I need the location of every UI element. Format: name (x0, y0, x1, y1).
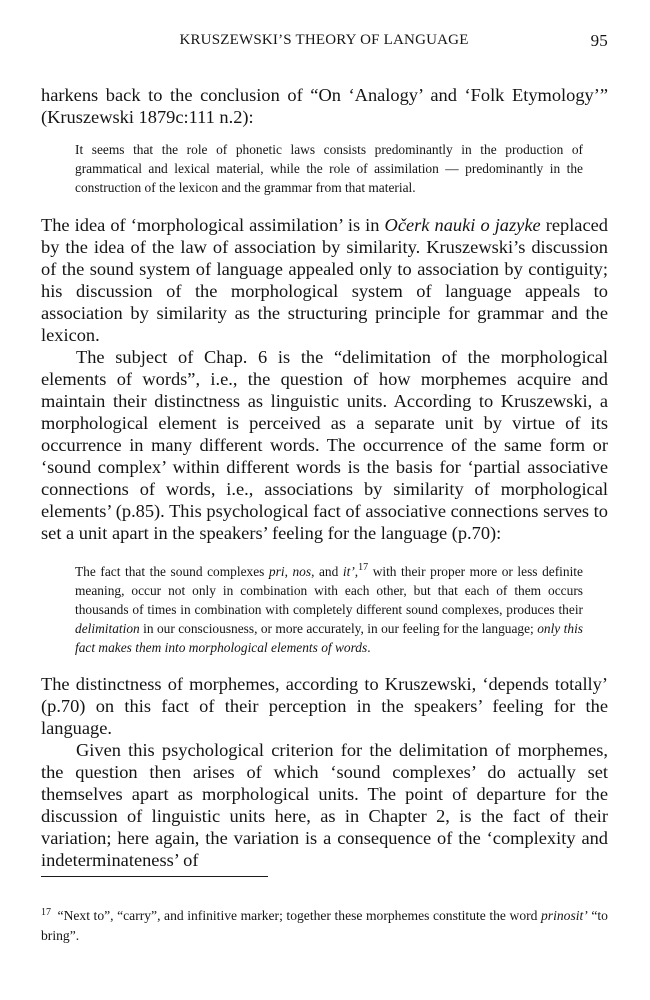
footnote-rule (41, 876, 268, 877)
paragraph-2: The idea of ‘morphological assimilation’ is in Očerk nauki o jazyke replaced by the idea of the law of association by similarity. Kruszewski’s discussion of the sound system of language appealed only to association by contiguity; his discussion of the morphological system of language appeals to association by similarity as the structuring principle for grammar and the lexicon. (41, 215, 608, 345)
main-text (41, 84, 608, 871)
block-quote-1: It seems that the role of phonetic laws consists predominantly in the production of grammatical and lexical material, while the role of assimilation — predominantly in the construction of the lexicon and the grammar from that material. (75, 142, 583, 195)
book-title: Očerk nauki o jazyke (384, 215, 541, 235)
block-quote-2: The fact that the sound complexes pri, nos, and it’,$^{17}$ with their proper more or less definite meaning, occur not only in combination with each other, but that each of them occurs thousands of times in combination with completely different sound complexes, produces their delimitation in our consciousness, or more accurately, in our feeling for the language; only this fact makes them into morphological elements of words. (75, 562, 584, 655)
emphasis: only this fact makes them into morphological elements of words (75, 621, 584, 655)
footnote-reference[interactable]: 17 (358, 562, 369, 573)
page-number: 95 (590, 31, 608, 50)
footnote-17: $^{17}$ “Next to”, “carry”, and infinitive marker; together these morphemes constitute the word prinosit’ “to bring”. (41, 907, 608, 943)
running-title: KRUSZEWSKI’S THEORY OF LANGUAGE (179, 32, 469, 48)
paragraph-4: The distinctness of morphemes, according to Kruszewski, ‘depends totally’ (p.70) on this fact of their perception in the speakers’ feeling for the language. (41, 674, 608, 738)
footnote-number: 17 (41, 907, 51, 918)
running-head (40, 32, 608, 52)
paragraph-3: The subject of Chap. 6 is the “delimitation of the morphological elements of words”, i.e., the question of how morphemes acquire and maintain their distinctness as linguistic units. According to Kruszewski, a morphological element is perceived as a separate unit by virtue of its occurrence in many different words. The occurrence of the same form or ‘sound complex’ within different words is the basis for ‘partial associative connections of words, i.e., associations by similarity of morphological elements’ (p.85). This psychological fact of associative connections serves to set a unit apart in the speakers’ feeling for the language (p.70): (41, 347, 608, 543)
paragraph-1: harkens back to the conclusion of “On ‘Analogy’ and ‘Folk Etymology’” (Kruszewski 1879c:111 n.2): (41, 85, 608, 127)
paragraph-5: Given this psychological criterion for the delimitation of morphemes, the question then arises of which ‘sound complexes’ do actually set themselves apart as morphological units. The point of departure for the discussion of linguistic units here, as in Chapter 2, is the fact of their variation; here again, the variation is a consequence of the ‘complexity and indeterminateness’ of (41, 740, 608, 870)
